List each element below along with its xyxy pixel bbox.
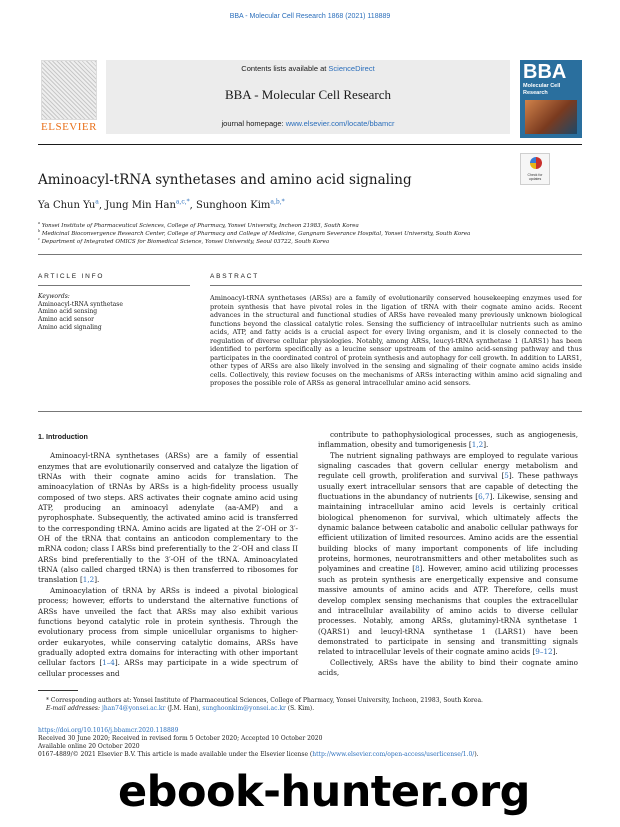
citation-link[interactable]: 1–4 xyxy=(102,658,115,668)
body-paragraph xyxy=(38,451,298,585)
keywords-label: Keywords: xyxy=(38,293,70,300)
abstract-heading: ABSTRACT xyxy=(210,273,260,280)
available-online-date: Available online 20 October 2020 xyxy=(38,743,140,750)
cover-title: BBA xyxy=(523,61,567,83)
keyword-item: Amino acid signaling xyxy=(38,323,102,331)
contents-line xyxy=(106,64,510,73)
contents-prefix: Contents lists available at xyxy=(241,64,329,73)
email-link-han[interactable]: jhan74@yonsei.ac.kr xyxy=(101,705,166,712)
email-label: E-mail addresses: xyxy=(46,705,101,712)
doi-link[interactable]: https://doi.org/10.1016/j.bbamcr.2020.118889 xyxy=(38,727,179,734)
paragraph-text: Aminoacyl-tRNA synthetases (ARSs) are a family of essential enzymes that are evolutionarily conserved and catalyze the ligation of tRNAs with their cognate amino acids for translation. The aminoacylation of tRNAs by ARSs is a high-fidelity process usually composed of two steps. ARS activates their cognate amino acid using ATP, producing an aminoacyl adenylate (aa-AMP) and a pyrophosphate. Subsequently, the activated amino acid is transferred to the corresponding tRNA. Amino acids are ligated at the 2′-OH or 3′-OH of the tRNA that contains an anticodon complementary to the mRNA codon; class I ARSs bind preferentially to the 2′-OH and class II ARSs bind preferentially to the 3′-OH of the tRNA. Aminoacylated tRNA (also called charged tRNA) is then transferred to ribosomes for translation [ xyxy=(38,451,298,585)
citation-link[interactable]: 9–12 xyxy=(535,647,553,657)
keywords-block xyxy=(38,293,190,332)
affiliation-b: $^b$ Medicinal Bioconvergence Research Center, College of Pharmacy and College of Medicine, Gangnam Severance Hospital, Yonsei University, South Korea xyxy=(38,229,471,237)
paragraph-text: Aminoacylation of tRNA by ARSs is indeed a pivotal biological process; however, efforts to understand the alternative functions of ARSs have unveiled the fact that ARSs may also exhibit various functions beyond catalytic role in protein synthesis. Through the evolutionary process from simple unicellular organisms to higher-order eukaryotes, while conserving catalytic domains, ARSs have gradually adopted extra domains for interacting with other important cellular factors [ xyxy=(38,585,298,668)
license-link[interactable]: http://www.elsevier.com/open-access/userlicense/1.0/ xyxy=(312,751,475,758)
journal-title: BBA - Molecular Cell Research xyxy=(224,87,392,102)
article-title: Aminoacyl-tRNA synthetases and amino acid signaling xyxy=(38,172,412,188)
citation-link[interactable]: 5 xyxy=(504,471,509,481)
article-info-divider xyxy=(38,285,190,286)
journal-cover-image xyxy=(520,60,582,138)
body-paragraph xyxy=(318,430,578,451)
paragraph-text: Collectively, ARSs have the ability to bind their cognate amino acids, xyxy=(318,657,578,677)
email-owner-kim: (S. Kim). xyxy=(285,705,315,712)
paragraph-text: contribute to pathophysiological processes, such as angiogenesis, inflammation, obesity and tumorigenesis [ xyxy=(318,430,578,450)
abstract-divider xyxy=(210,285,582,286)
affiliation-a: $^a$ Yonsei Institute of Pharmaceutical Sciences, College of Pharmacy, Yonsei University, Incheon 21983, South Korea xyxy=(38,221,359,229)
journal-banner xyxy=(106,60,510,134)
author-affiliation-marker[interactable]: a,b,* xyxy=(270,198,285,206)
introduction-heading: 1. Introduction xyxy=(38,432,88,441)
paragraph-text: ]. xyxy=(552,647,558,657)
cover-artwork xyxy=(525,100,577,134)
body-paragraph xyxy=(318,451,578,658)
abstract-body: Aminoacyl-tRNA synthetases (ARSs) are a family of evolutionarily conserved housekeeping enzymes used for protein synthesis that have pivotal roles in the ligation of tRNA with their cognate amino acids. Recent advances in the structural and functional studies of ARSs have revealed many previously unknown biological functions beyond the classical catalytic roles. Sensing the sufficiency of intracellular nutrients such as amino acids, ATP, and fatty acids is a crucial aspect for every living organism, and it is closely connected to the regulation of diverse cellular physiologies. Notably, among ARSs, leucyl-tRNA synthetase 1 (LARS1) has been identified to perform specifically as a leucine sensor upstream of the amino acid-sensing pathway and thus participates in the coordinated control of protein synthesis and autophagy for cell growth. In addition to LARS1, other types of ARSs are also likely involved in the sensing and signaling of their cognate amino acids inside cells. Collectively, this review focuses on the mechanisms of ARSs interacting within amino acid signaling and proposes the possible role of ARSs as general intracellular amino acid sensors. xyxy=(210,294,582,388)
corresponding-author-footnote xyxy=(46,697,582,713)
citation-link[interactable]: 8 xyxy=(415,564,420,574)
homepage-line xyxy=(106,119,510,128)
footnote-marker: * xyxy=(46,697,49,704)
affiliation-divider xyxy=(38,254,582,255)
email-owner-han: (J.M. Han), xyxy=(165,705,203,712)
paragraph-text: ]. xyxy=(94,575,100,585)
body-column-right xyxy=(318,430,578,678)
footnote-divider xyxy=(38,690,78,691)
publication-info xyxy=(38,727,582,759)
masthead-divider xyxy=(38,144,582,145)
check-for-updates-badge[interactable] xyxy=(520,153,550,185)
check-updates-icon xyxy=(530,157,542,169)
body-column-left xyxy=(38,430,298,679)
abstract-bottom-divider xyxy=(38,411,582,412)
author-affiliation-marker[interactable]: a xyxy=(95,198,99,206)
watermark-text: ebook-hunter.org xyxy=(118,767,530,817)
check-updates-label: Check for updates xyxy=(527,173,543,181)
article-info-heading: ARTICLE INFO xyxy=(38,273,105,280)
author-name: Sunghoon Kim xyxy=(196,200,271,211)
citation-link[interactable]: 1,2 xyxy=(471,440,484,450)
masthead xyxy=(38,60,582,140)
paragraph-text: ]. xyxy=(483,440,489,450)
paragraph-text: ]. Likewise, sensing and maintaining intracellular amino acid levels is certainly critical biological phenomenon for survival, which ultimately affects the dynamic balance between catabolic and anabolic cellular pathways for efficient utilization of limited resources. Amino acids are the essential building blocks of many important components of life including proteins, hormones, neurotransmitters and other metabolites such as polyamines and creatine [ xyxy=(318,492,578,574)
sciencedirect-link[interactable]: ScienceDirect xyxy=(328,64,375,73)
copyright-line: 0167-4889/© 2021 Elsevier B.V. This article is made available under the Elsevier license (http://www.elsevier.com/open-access/userlicense/1.0/). xyxy=(38,751,479,758)
paragraph-text: ]. These pathways usually exert intracellular sensors that are capable of detecting the fluctuations in the abundancy of nutrients [ xyxy=(318,471,578,502)
left-paragraphs xyxy=(38,451,298,679)
received-dates: Received 30 June 2020; Received in revised form 5 October 2020; Accepted 10 October 2020 xyxy=(38,735,323,742)
cover-subtitle: Molecular Cell Research xyxy=(523,83,561,96)
keyword-item: Aminoacyl-tRNA synthetase xyxy=(38,300,123,308)
keyword-item: Amino acid sensor xyxy=(38,316,94,324)
citation-link[interactable]: 1,2 xyxy=(82,575,95,585)
author-list: Ya Chun Yu$^a$, Jung Min Han$^{a,c,*}$, Sunghoon Kim$^{a,b,*}$ xyxy=(38,198,285,211)
homepage-link[interactable]: www.elsevier.com/locate/bbamcr xyxy=(285,119,395,128)
body-paragraph xyxy=(38,586,298,679)
affiliation-c: $^c$ Department of Integrated OMICS for Biomedical Science, Yonsei University, Seoul 03722, South Korea xyxy=(38,237,330,245)
citation-link[interactable]: 6,7 xyxy=(478,492,490,502)
tree-emblem-icon xyxy=(41,60,97,120)
right-paragraphs xyxy=(318,430,578,678)
body-paragraph xyxy=(318,658,578,679)
keyword-item: Amino acid sensing xyxy=(38,308,98,316)
publisher-name: ELSEVIER xyxy=(41,121,97,133)
paragraph-text: The nutrient signaling pathways are employed to regulate various signaling cascades that govern cellular energy metabolism and regulate cell growth, proliferation and survival [ xyxy=(318,450,578,481)
paragraph-text: ]. However, amino acid utilizing processes such as protein synthesis are energetically expensive and consume massive amounts of amino acids and ATP. Therefore, cells must develop complex sensing mechanisms that couples the extracellular and intracellular availability of amino acids to diverse cellular processes. Notably, among ARSs, glutaminyl-tRNA synthetase 1 (QARS1) and leucyl-tRNA synthetase 1 (LARS1) have been demonstrated to participate in sensing and transmitting signals related to intracellular levels of their cognate amino acids [ xyxy=(318,564,578,657)
paragraph-text: ]. ARSs may participate in a wide spectrum of cellular processes and xyxy=(38,658,298,678)
author-name: Ya Chun Yu xyxy=(38,200,96,211)
email-link-kim[interactable]: sunghoonkim@yonsei.ac.kr xyxy=(202,705,286,712)
homepage-prefix: journal homepage: xyxy=(221,119,286,128)
elsevier-logo xyxy=(38,60,100,134)
journal-reference[interactable]: BBA - Molecular Cell Research 1868 (2021) 118889 xyxy=(229,13,391,20)
author-name: Jung Min Han xyxy=(105,200,176,211)
footnote-text: Corresponding authors at: Yonsei Institute of Pharmaceutical Sciences, College of Pharmacy, Yonsei University, Incheon, 21983, South Korea. xyxy=(50,697,483,704)
author-affiliation-marker[interactable]: a,c,* xyxy=(175,198,190,206)
